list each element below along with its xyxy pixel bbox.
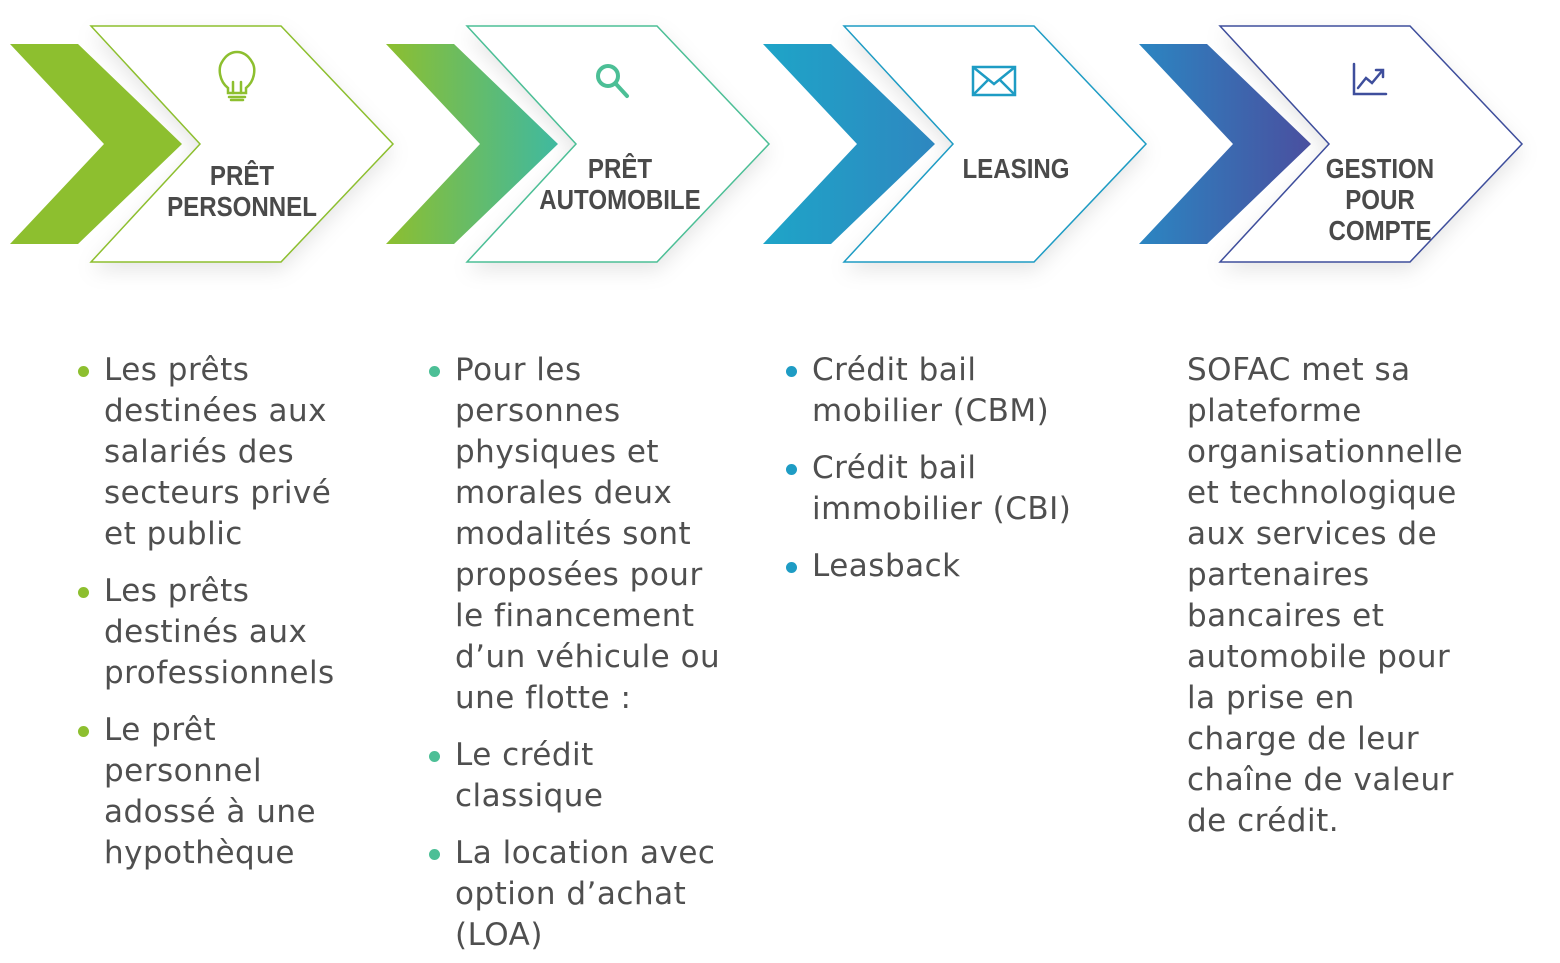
- step-3-arrow: [763, 26, 1146, 262]
- step-2-details: [427, 350, 727, 956]
- step-3-details: [784, 350, 1084, 603]
- list-item: Crédit bail mobilier (CBM): [784, 350, 1084, 432]
- list-item: Le prêt personnel adossé à une hypothèque: [76, 710, 366, 874]
- step-1-details: [76, 350, 366, 890]
- step-4-title: GESTION POUR COMPTE: [1325, 153, 1435, 246]
- list-item: Leasback: [784, 546, 1084, 587]
- list-item: Pour les personnes physiques et morales deux modalités sont proposées pour le financement d’un véhicule ou une flotte :: [427, 350, 727, 719]
- step-2-arrow: [386, 26, 769, 262]
- step-1-title: PRÊT PERSONNEL: [167, 160, 317, 222]
- list-item: La location avec option d’achat (LOA): [427, 833, 727, 956]
- step-4-paragraph: SOFAC met sa plateforme organisationnelle et technologique aux services de partenaires bancaires et automobile pour la prise en charge de leur chaîne de valeur de crédit.: [1187, 352, 1464, 839]
- list-item: Crédit bail immobilier (CBI): [784, 448, 1084, 530]
- step-3-title: LEASING: [962, 153, 1070, 184]
- step-2-title: PRÊT AUTOMOBILE: [539, 153, 701, 215]
- step-4-details: [1187, 350, 1464, 842]
- list-item: Les prêts destinées aux salariés des secteurs privé et public: [76, 350, 366, 555]
- list-item: Le crédit classique: [427, 735, 727, 817]
- list-item: Les prêts destinés aux professionnels: [76, 571, 366, 694]
- step-1-arrow: [10, 26, 393, 262]
